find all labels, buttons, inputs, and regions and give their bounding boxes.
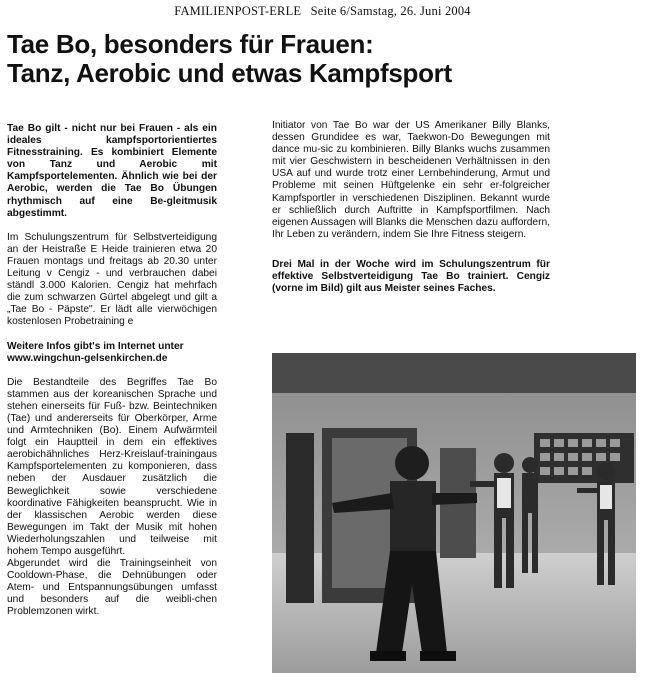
info-url-link[interactable]: www.wingchun-gelsenkirchen.de bbox=[7, 352, 168, 364]
issue-info: Seite 6/Samstag, 26. Juni 2004 bbox=[310, 4, 471, 18]
headline bbox=[7, 30, 637, 88]
right-column bbox=[272, 120, 550, 295]
training-paragraph: Im Schulungszentrum für Selbstverteidigung an der Heistraße E Heide trainieren etwa 20 Frauen montags und freitags ab 20.30 unter Leitung v Cengiz - und verbrauchen dabei ständl 3.000 Kalorien. Cengiz hat mehrfach die zum schwarzen Gürtel abgelegt und gilt a „Tae Bo - Päpste". Er lädt alle vierwöchigen kostenlosen Probetraining e bbox=[7, 231, 217, 328]
info-box bbox=[7, 341, 217, 365]
cooldown-paragraph: Abgerundet wird die Trainingseinheit von Cooldown-Phase, die Dehnübungen oder Atem- und Entspannungsübungen umfasst und besonders auf die weibli-chen Problemzonen wirkt. bbox=[7, 558, 217, 618]
left-column bbox=[7, 123, 217, 619]
headline-line-1: Tae Bo, besonders für Frauen: bbox=[7, 29, 374, 59]
definition-paragraph: Die Bestandteile des Begriffes Tae Bo stammen aus der koreanischen Sprache und stehen einerseits für Fuß- bzw. Beintechniken (Tae) und andererseits für Oberkörper, Arme und Armtechniken (Bo). Einem Aufwärmteil folgt ein Hauptteil in dem ein effektives aerobichähnliches Herz-Kreislauf-trainingaus Kampfsportelementen zu komponieren, dass neben der Ausdauer zusätzlich die Beweglichkeit sowie verschiedene koordinative Fähigkeiten beansprucht. Wie in der klassischen Aerobic werden diese Bewegungen im Takt der Musik mit hohen Wiederholungszahlen und teilweise mit hohem Tempo ausgeführt. bbox=[7, 376, 217, 557]
training-photo bbox=[272, 353, 636, 673]
photo-caption: Drei Mal in der Woche wird im Schulungszentrum für effektive Selbstverteidigung Tae Bo trainiert. Cengiz (vorne im Bild) gilt aus Meister seines Faches. bbox=[272, 258, 550, 295]
training-photo-illustration bbox=[272, 353, 636, 673]
paper-name: FAMILIENPOST-ERLE bbox=[174, 4, 302, 18]
initiator-paragraph: Initiator von Tae Bo war der US Amerikaner Billy Blanks, dessen Grundidee es war, Taekwon-Do Bewegungen mit dance mu-sic zu kombinieren. Billy Blanks wuchs zusammen mit vier Geschwistern in bescheidenen Verhältnissen in den USA auf und wurde trotz einer Lernbehinderung, Armut und Probleme mit seinen Hüftgelenke ein sehr er-folgreicher Kampfsportler in verschiedenen Disziplinen. Bekannt wurde er schließlich durch Auftritte in Kampfsportfilmen. Nach eigenen Aussagen will Blanks die Menschen dazu auffordern, Ihr Leben zu verändern, indem Sie Ihre Fitness steigern. bbox=[272, 120, 550, 240]
info-line: Weitere Infos gibt's im Internet unter bbox=[7, 340, 184, 352]
lede-paragraph: Tae Bo gilt - nicht nur bei Frauen - als ein ideales kampfsportorientiertes Fitnesstraining. Es kombiniert Elemente von Tanz und Aerobic mit Kampfsportelementen. Ähnlich wie bei der Aerobic, werden die Tae Bo Übungen rhythmisch auf eine Be-gleitmusik abgestimmt. bbox=[7, 123, 217, 219]
masthead bbox=[0, 4, 645, 19]
headline-line-2: Tanz, Aerobic und etwas Kampfsport bbox=[7, 58, 452, 88]
